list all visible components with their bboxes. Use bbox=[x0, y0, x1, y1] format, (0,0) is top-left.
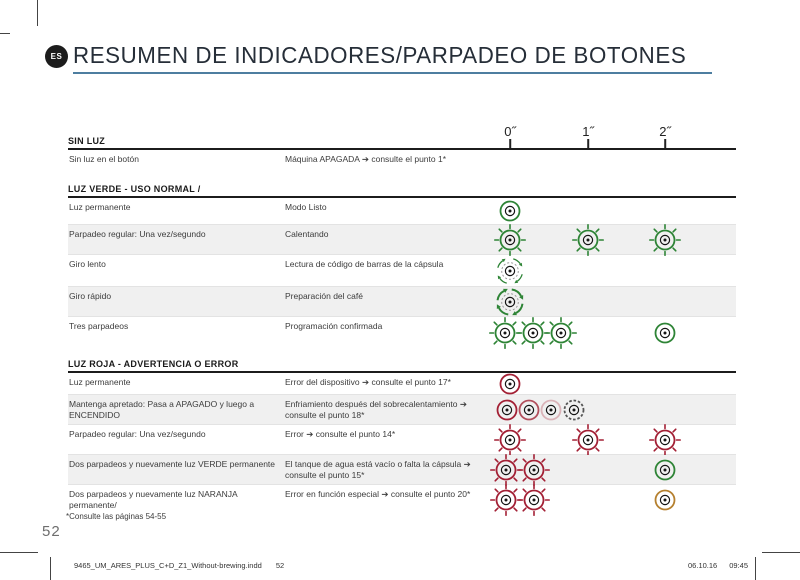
timeline-tick-label: 2˝ bbox=[659, 124, 671, 139]
button-light-blink-icon bbox=[493, 423, 527, 457]
title-underline bbox=[73, 72, 712, 74]
timeline-tick-label: 0˝ bbox=[504, 124, 516, 139]
button-light-ring-icon bbox=[648, 316, 682, 350]
button-light-blink-icon bbox=[517, 453, 551, 487]
section-luz-verde-uso-normal bbox=[68, 184, 736, 349]
section-title: SIN LUZ bbox=[68, 136, 106, 146]
light-behavior-cell: Giro rápido bbox=[69, 291, 112, 301]
light-behavior-cell: Luz permanente bbox=[69, 377, 131, 387]
language-badge: ES bbox=[45, 45, 68, 68]
crop-mark-top-left-vertical bbox=[37, 0, 38, 26]
table-row bbox=[68, 225, 736, 255]
button-light-rotate-slow-icon bbox=[493, 254, 527, 288]
print-file-name: 9465_UM_ARES_PLUS_C+D_Z1_Without-brewing.indd bbox=[74, 561, 262, 570]
timeline-tick-mark bbox=[587, 139, 589, 148]
timeline-tick-label: 1˝ bbox=[582, 124, 594, 139]
light-behavior-cell: Parpadeo regular: Una vez/segundo bbox=[69, 429, 206, 439]
table-row bbox=[68, 287, 736, 317]
button-light-blink-icon bbox=[571, 223, 605, 257]
table-row bbox=[68, 425, 736, 455]
table-row bbox=[68, 150, 736, 177]
meaning-cell: Error en función especial ➔ consulte el punto 20* bbox=[285, 489, 471, 499]
table-row bbox=[68, 317, 736, 349]
button-light-rotate-fast-icon bbox=[493, 285, 527, 319]
page-title: RESUMEN DE INDICADORES/PARPADEO DE BOTONES bbox=[73, 42, 687, 68]
button-light-blink-icon bbox=[493, 223, 527, 257]
button-light-ring-icon bbox=[648, 483, 682, 517]
meaning-cell: El tanque de agua está vacío o falta la cápsula ➔ consulte el punto 15* bbox=[285, 459, 471, 481]
section-title: LUZ ROJA - ADVERTENCIA O ERROR bbox=[68, 359, 239, 369]
meaning-cell: Calentando bbox=[285, 229, 329, 239]
timeline-tick-1 bbox=[582, 125, 594, 148]
button-light-blink-icon bbox=[648, 223, 682, 257]
button-light-blink-icon bbox=[544, 316, 578, 350]
section-header bbox=[68, 126, 736, 150]
indicator-table bbox=[68, 126, 736, 515]
crop-mark-bottom-right-horizontal bbox=[762, 552, 800, 553]
timeline-tick-0 bbox=[504, 125, 516, 148]
table-row bbox=[68, 395, 736, 425]
table-row bbox=[68, 255, 736, 287]
print-footer-left bbox=[74, 561, 284, 570]
meaning-cell: Preparación del café bbox=[285, 291, 363, 301]
meaning-cell: Lectura de código de barras de la cápsula bbox=[285, 259, 444, 269]
crop-mark-bottom-left-vertical bbox=[50, 557, 51, 580]
light-behavior-cell: Sin luz en el botón bbox=[69, 154, 139, 164]
light-behavior-cell: Luz permanente bbox=[69, 202, 131, 212]
timeline-tick-mark bbox=[509, 139, 511, 148]
meaning-cell: Máquina APAGADA ➔ consulte el punto 1* bbox=[285, 154, 447, 164]
crop-mark-top-left-horizontal bbox=[0, 33, 10, 34]
button-light-blink-icon bbox=[648, 423, 682, 457]
section-sin-luz bbox=[68, 126, 736, 177]
light-behavior-cell: Mantenga apretado: Pasa a APAGADO y luego a ENCENDIDO bbox=[69, 399, 255, 421]
print-file-page: 52 bbox=[275, 561, 285, 570]
meaning-cell: Modo Listo bbox=[285, 202, 327, 212]
crop-mark-bottom-left-horizontal bbox=[0, 552, 38, 553]
light-behavior-cell: Tres parpadeos bbox=[69, 321, 129, 331]
table-row bbox=[68, 485, 736, 515]
light-behavior-cell: Giro lento bbox=[69, 259, 106, 269]
button-light-ring-dashed-icon bbox=[557, 393, 591, 427]
section-header bbox=[68, 359, 736, 373]
meaning-cell: Enfriamiento después del sobrecalentamiento ➔ consulte el punto 18* bbox=[285, 399, 467, 421]
print-date: 06.10.16 bbox=[688, 561, 718, 570]
light-behavior-cell: Dos parpadeos y nuevamente luz NARANJA permanente/ bbox=[69, 489, 238, 511]
table-row bbox=[68, 198, 736, 225]
timeline-tick-2 bbox=[659, 125, 671, 148]
section-luz-roja-advertencia-o-error bbox=[68, 359, 736, 515]
footnote: *Consulte las páginas 54-55 bbox=[66, 512, 167, 521]
meaning-cell: Error del dispositivo ➔ consulte el punto 17* bbox=[285, 377, 451, 387]
button-light-ring-icon bbox=[648, 453, 682, 487]
light-behavior-cell: Dos parpadeos y nuevamente luz VERDE permanente bbox=[69, 459, 276, 469]
button-light-blink-icon bbox=[571, 423, 605, 457]
timeline-tick-mark bbox=[664, 139, 666, 148]
print-footer-right bbox=[688, 561, 748, 570]
page-number: 52 bbox=[42, 523, 61, 540]
table-row bbox=[68, 455, 736, 485]
meaning-cell: Programación confirmada bbox=[285, 321, 383, 331]
meaning-cell: Error ➔ consulte el punto 14* bbox=[285, 429, 396, 439]
section-header bbox=[68, 184, 736, 198]
light-behavior-cell: Parpadeo regular: Una vez/segundo bbox=[69, 229, 206, 239]
table-row bbox=[68, 373, 736, 395]
print-time: 09:45 bbox=[729, 561, 748, 570]
button-light-blink-icon bbox=[517, 483, 551, 517]
crop-mark-bottom-right-vertical bbox=[755, 557, 756, 580]
section-title: LUZ VERDE - USO NORMAL / bbox=[68, 184, 201, 194]
